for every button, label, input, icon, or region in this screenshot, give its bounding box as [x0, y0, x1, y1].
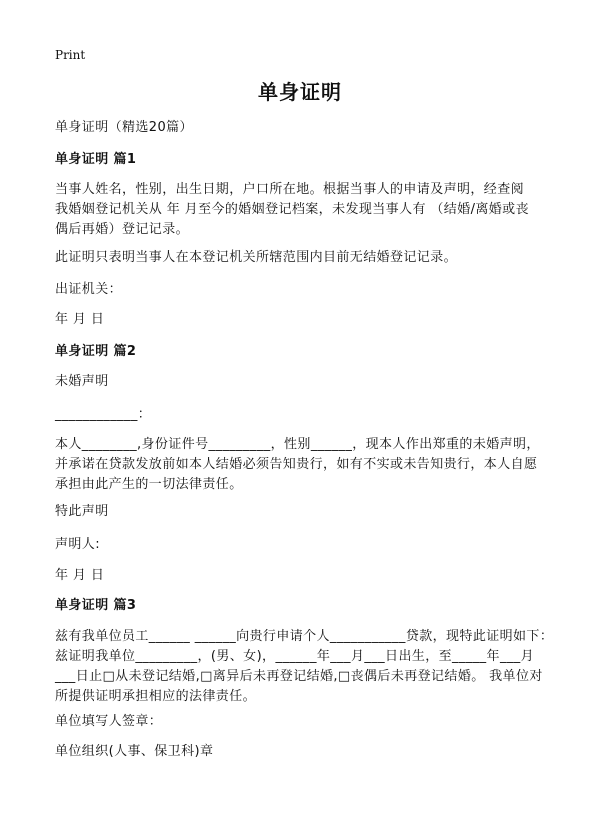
section-1-paragraph-line: 偶后再婚）登记记录。	[55, 222, 190, 237]
section-3-seal-label: 单位组织(人事、保卫科)章	[55, 744, 214, 759]
print-label: Print	[55, 48, 86, 62]
section-1-paragraph-line: 当事人姓名，性别，出生日期，户口所在地。根据当事人的申请及声明，经查阅	[55, 182, 525, 197]
document-title: 单身证明	[258, 80, 342, 104]
section-3-paragraph-line: 兹有我单位员工______ ______向贵行申请个人___________贷款，现特此证明如下：	[55, 629, 554, 644]
section-2-paragraph-line: 本人________,身份证件号_________，性别______，现本人作出郑重的未婚声明，	[55, 437, 540, 452]
section-1-heading: 单身证明 篇1	[55, 152, 137, 167]
section-2-subheading: 未婚声明	[55, 374, 109, 389]
section-1-paragraph-line: 我婚姻登记机关从 年 月至今的婚姻登记档案，未发现当事人有 （结婚/离婚或丧	[55, 202, 529, 217]
section-1-note: 此证明只表明当事人在本登记机关所辖范围内目前无结婚登记记录。	[55, 250, 458, 265]
section-2-heading: 单身证明 篇2	[55, 344, 137, 359]
section-2-paragraph-line: 并承诺在贷款发放前如本人结婚必须告知贵行，如有不实或未告知贵行，本人自愿	[55, 457, 538, 472]
section-2-date-label: 年 月 日	[55, 568, 105, 583]
section-2-addressee-blank: ____________：	[55, 407, 152, 422]
section-3-paragraph-line: ___日止□从未登记结婚,□离异后未再登记结婚,□丧偶后未再登记结婚。 我单位对	[55, 669, 543, 684]
section-2-closing: 特此声明	[55, 504, 109, 519]
section-1-issuer-label: 出证机关：	[55, 282, 123, 297]
document-subtitle: 单身证明（精选20篇）	[55, 120, 193, 135]
section-3-signer-label: 单位填写人签章：	[55, 714, 163, 729]
section-1-date-label: 年 月 日	[55, 312, 105, 327]
section-3-paragraph-line: 兹证明我单位_________，(男、女)，______年___月___日出生，至_____年___月	[55, 649, 535, 664]
section-2-paragraph-line: 承担由此产生的一切法律责任。	[55, 477, 243, 492]
section-3-paragraph-line: 所提供证明承担相应的法律责任。	[55, 689, 257, 704]
section-3-heading: 单身证明 篇3	[55, 598, 137, 613]
section-2-declarant-label: 声明人:	[55, 537, 100, 552]
